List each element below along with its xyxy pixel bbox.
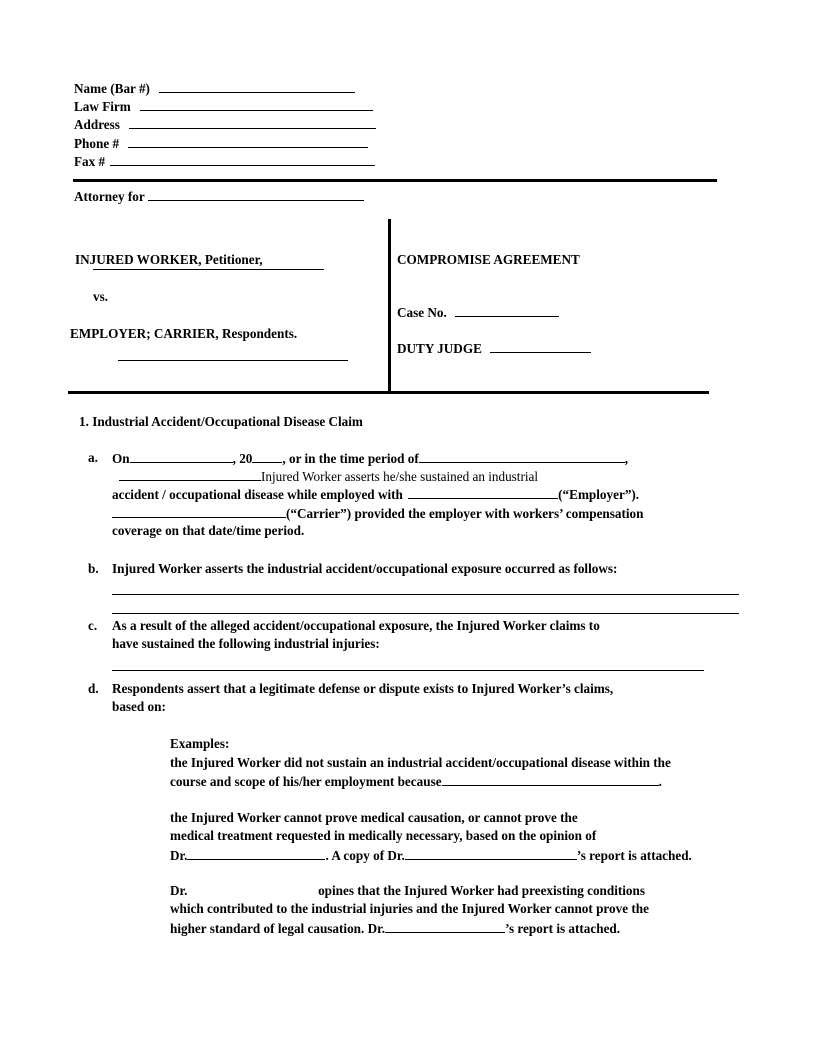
example-1-line2 (170, 774, 662, 788)
item-c-answer-line[interactable] (112, 670, 704, 671)
item-a-while-employed: accident / occupational disease while employed with (112, 487, 403, 502)
example-1-because: course and scope of his/her employment because (170, 774, 442, 789)
example-3-dr: Dr. (170, 883, 188, 898)
doctor-report-blank[interactable] (405, 848, 577, 860)
injured-worker-blank[interactable] (119, 469, 261, 481)
item-a-time-period: , or in the time period of (282, 451, 419, 466)
example-1-period: . (658, 774, 662, 789)
item-c-line2: have sustained the following industrial injuries: (112, 636, 380, 651)
duty-judge-blank[interactable] (490, 341, 591, 353)
example-2-line1: the Injured Worker cannot prove medical causation, or cannot prove the (170, 810, 578, 825)
law-firm-field (74, 99, 373, 113)
example-3-line3 (170, 921, 620, 935)
example-2-line3 (170, 848, 692, 862)
case-number-field (397, 305, 559, 319)
respondents-caption: EMPLOYER; CARRIER, Respondents. (70, 326, 298, 341)
example-2-report: ’s report is attached. (576, 848, 692, 863)
item-a-line2 (119, 469, 538, 483)
attorney-for-label: Attorney for (74, 189, 145, 204)
because-blank[interactable] (442, 774, 659, 786)
section-1-heading: 1. Industrial Accident/Occupational Disease Claim (79, 414, 363, 429)
address-label: Address (74, 117, 120, 132)
item-a-carrier: (“Carrier”) provided the employer with workers’ compensation (286, 506, 644, 521)
example-3-opines: opines that the Injured Worker had preexisting conditions (318, 883, 645, 898)
item-b-answer-line-2[interactable] (112, 613, 739, 614)
example-2-copy: . A copy of Dr. (325, 848, 405, 863)
law-firm-blank[interactable] (140, 99, 373, 111)
item-d-line2: based on: (112, 699, 166, 714)
case-number-blank[interactable] (455, 305, 559, 317)
item-a-line1 (112, 451, 628, 465)
item-a-asserts: Injured Worker asserts he/she sustained an industrial (261, 469, 539, 484)
causation-doctor-blank[interactable] (385, 921, 505, 933)
example-1-line1: the Injured Worker did not sustain an industrial accident/occupational disease within the (170, 755, 671, 770)
example-2-dr: Dr. (170, 848, 188, 863)
header-divider (73, 179, 717, 182)
respondents-underline (118, 360, 348, 361)
item-b-answer-line-1[interactable] (112, 594, 739, 595)
example-3-causation: higher standard of legal causation. Dr. (170, 921, 386, 936)
example-3-report: ’s report is attached. (505, 921, 621, 936)
attorney-for-field (74, 189, 364, 203)
name-bar-label: Name (Bar #) (74, 81, 150, 96)
document-title: COMPROMISE AGREEMENT (397, 252, 580, 267)
item-c-line1: As a result of the alleged accident/occupational exposure, the Injured Worker claims to (112, 618, 600, 633)
accident-date-blank[interactable] (130, 451, 233, 463)
item-a-on: On (112, 451, 130, 466)
item-b-letter: b. (88, 561, 99, 576)
accident-year-blank[interactable] (252, 451, 282, 463)
item-a-letter: a. (88, 450, 98, 465)
example-3-line2: which contributed to the industrial injuries and the Injured Worker cannot prove the (170, 901, 649, 916)
item-c-letter: c. (88, 618, 98, 633)
item-a-line4 (112, 506, 643, 520)
item-a-comma: , (624, 451, 629, 466)
petitioner-caption: INJURED WORKER, Petitioner, (75, 252, 263, 267)
phone-blank[interactable] (128, 136, 368, 148)
employer-blank[interactable] (408, 487, 558, 499)
fax-label: Fax # (74, 154, 106, 169)
item-a-employer: (“Employer”). (558, 487, 640, 502)
duty-judge-label: DUTY JUDGE (397, 341, 482, 356)
item-b-text: Injured Worker asserts the industrial accident/occupational exposure occurred as follows: (112, 561, 618, 576)
name-bar-blank[interactable] (159, 81, 355, 93)
fax-blank[interactable] (110, 154, 375, 166)
versus-label: vs. (93, 289, 109, 304)
item-d-line1: Respondents assert that a legitimate defense or dispute exists to Injured Worker’s claims, (112, 681, 614, 696)
phone-label: Phone # (74, 136, 120, 151)
duty-judge-field (397, 341, 591, 355)
address-field (74, 117, 376, 131)
law-firm-label: Law Firm (74, 99, 131, 114)
petitioner-underline (93, 269, 324, 270)
attorney-for-blank[interactable] (148, 189, 364, 201)
item-a-line5: coverage on that date/time period. (112, 523, 305, 538)
phone-field (74, 136, 368, 150)
doctor-name-blank[interactable] (187, 848, 325, 860)
address-blank[interactable] (129, 117, 376, 129)
carrier-blank[interactable] (112, 506, 286, 518)
example-3-line1 (170, 884, 645, 897)
item-a-year: , 20 (232, 451, 253, 466)
case-number-label: Case No. (397, 305, 447, 320)
example-2-line2: medical treatment requested in medically necessary, based on the opinion of (170, 828, 597, 843)
item-d-letter: d. (88, 681, 99, 696)
time-period-blank[interactable] (419, 451, 625, 463)
name-bar-field (74, 81, 355, 95)
caption-bottom-divider (68, 391, 709, 394)
examples-label: Examples: (170, 736, 230, 751)
caption-vertical-divider (388, 219, 391, 393)
fax-field (74, 154, 375, 168)
item-a-line3 (112, 487, 639, 501)
